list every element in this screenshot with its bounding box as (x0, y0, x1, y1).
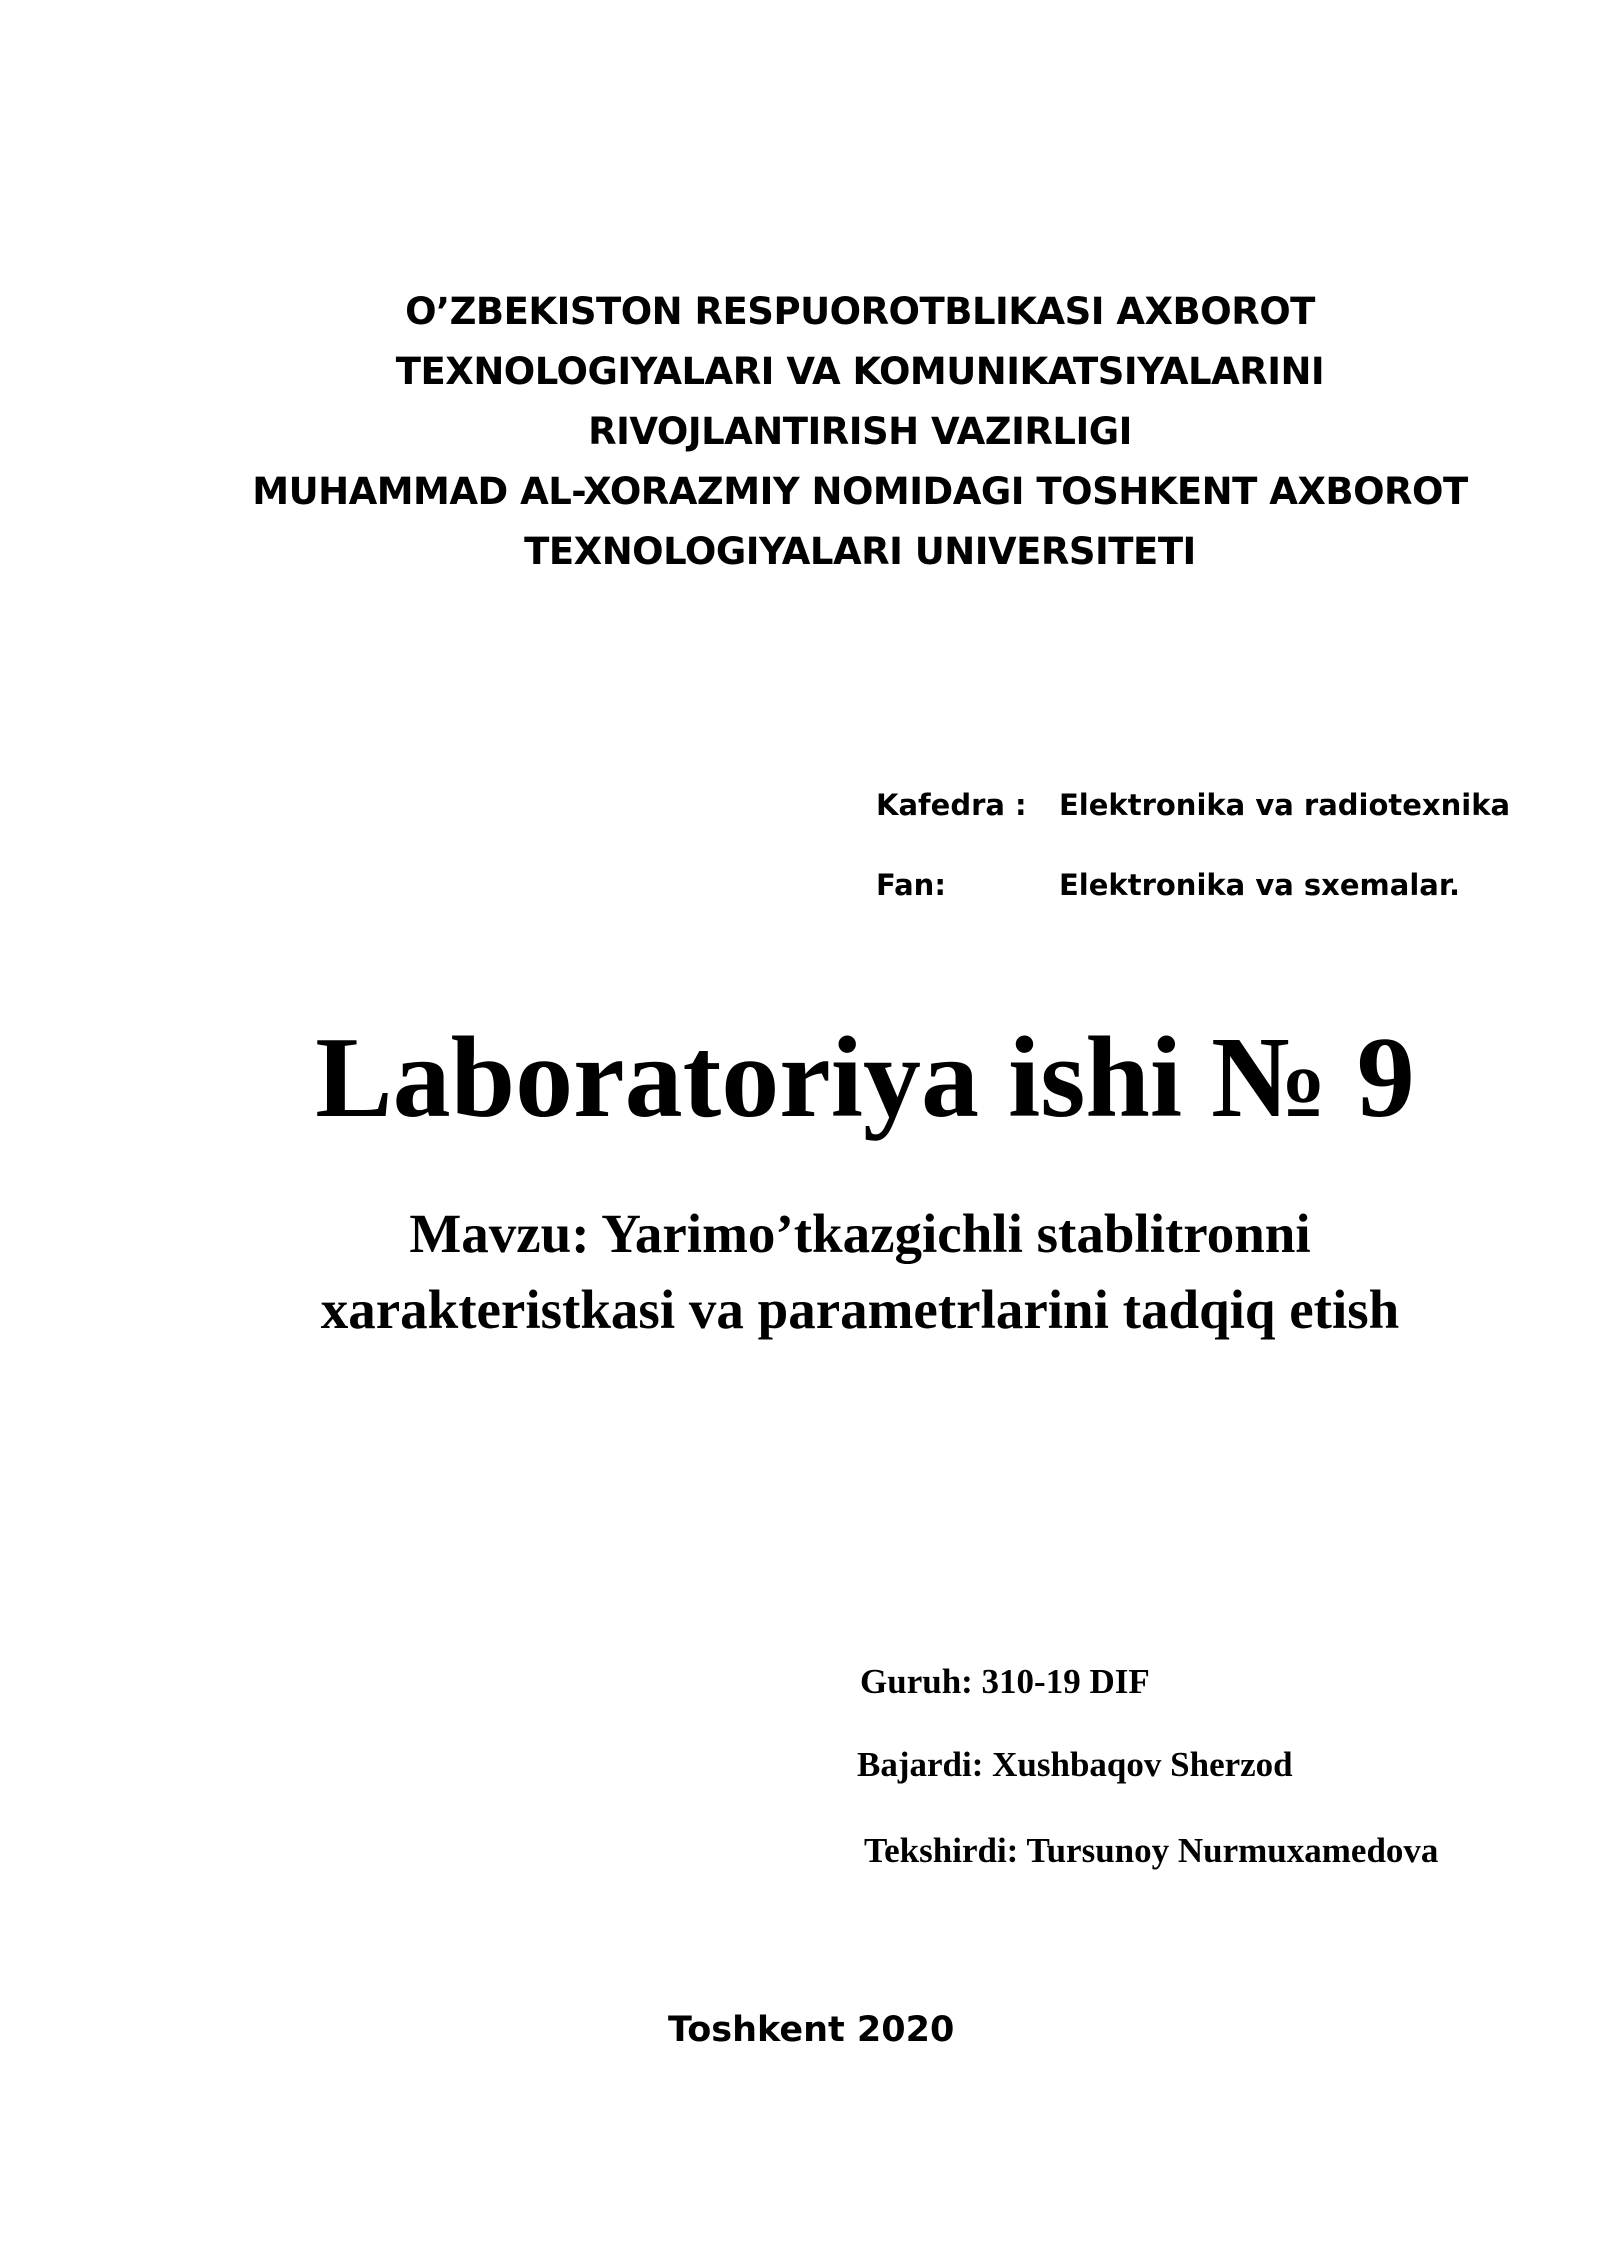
topic-line-1: Mavzu: Yarimo’tkazgichli stablitronni (409, 1203, 1311, 1264)
performed-by-line: Bajardi: Xushbaqov Sherzod (857, 1745, 1293, 1784)
topic-line-2: xarakteristkasi va parametrlarini tadqiq etish (320, 1279, 1400, 1340)
fan-value: Elektronika va sxemalar. (1059, 868, 1461, 902)
header-line: RIVOJLANTIRISH VAZIRLIGI (588, 410, 1132, 453)
fan-row (876, 868, 1460, 902)
fan-label: Fan: (876, 868, 946, 902)
header-line: TEXNOLOGIYALARI VA KOMUNIKATSIYALARINI (395, 350, 1325, 393)
document-title: Laboratoriya ishi № 9 (315, 1014, 1415, 1142)
city-year: Toshkent 2020 (668, 2010, 955, 2050)
kafedra-value: Elektronika va radiotexnika (1059, 788, 1511, 822)
header-line: TEXNOLOGIYALARI UNIVERSITETI (524, 530, 1196, 573)
checked-by-line: Tekshirdi: Tursunoy Nurmuxamedova (864, 1831, 1439, 1870)
kafedra-label: Kafedra : (876, 788, 1027, 822)
group-line: Guruh: 310-19 DIF (860, 1662, 1150, 1701)
kafedra-row (876, 788, 1510, 822)
ministry-header (160, 282, 1560, 582)
header-line: O’ZBEKISTON RESPUOROTBLIKASI AXBOROT (405, 290, 1315, 333)
header-line: MUHAMMAD AL-XORAZMIY NOMIDAGI TOSHKENT AXBOROT (252, 470, 1468, 513)
topic (160, 1196, 1560, 1348)
